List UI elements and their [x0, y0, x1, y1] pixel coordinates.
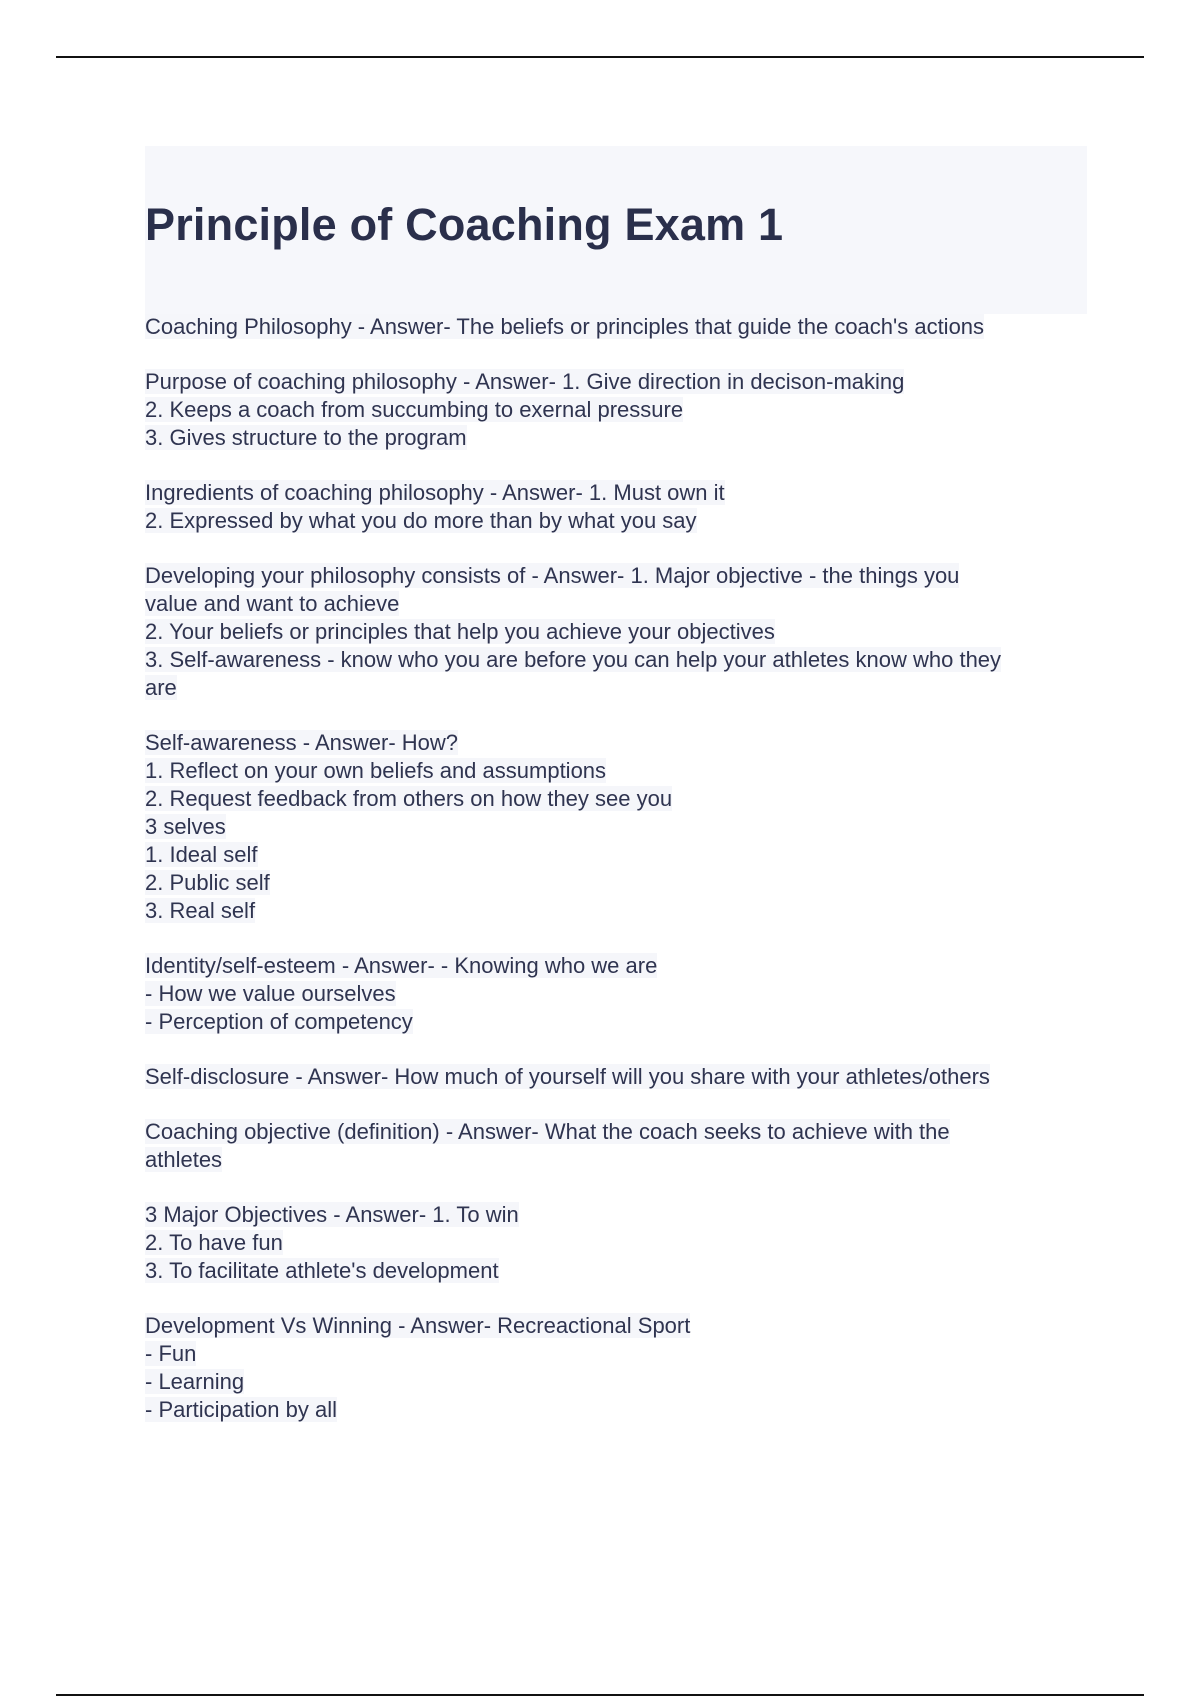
qa-entry [145, 368, 1087, 452]
qa-line: 2. To have fun [145, 1230, 283, 1255]
qa-line: Ingredients of coaching philosophy - Answer- 1. Must own it [145, 480, 725, 505]
qa-line: Development Vs Winning - Answer- Recreactional Sport [145, 1313, 691, 1338]
qa-entry [145, 952, 1087, 1036]
qa-line: Coaching Philosophy - Answer- The beliefs or principles that guide the coach's actions [145, 314, 985, 339]
qa-entry [145, 479, 1087, 535]
qa-line: Self-disclosure - Answer- How much of yourself will you share with your athletes/others [145, 1064, 990, 1089]
qa-line: 1. Ideal self [145, 842, 258, 867]
qa-line: 2. Keeps a coach from succumbing to exernal pressure [145, 397, 684, 422]
qa-line: 2. Expressed by what you do more than by what you say [145, 508, 697, 533]
qa-line: athletes [145, 1147, 223, 1172]
qa-entry [145, 562, 1087, 702]
qa-line: 2. Public self [145, 870, 270, 895]
qa-line: 3. Real self [145, 898, 256, 923]
qa-line: 3 Major Objectives - Answer- 1. To win [145, 1202, 519, 1227]
qa-line: 2. Your beliefs or principles that help you achieve your objectives [145, 619, 775, 644]
qa-line: - Fun [145, 1341, 197, 1366]
qa-entry [145, 1118, 1087, 1174]
page-title: Principle of Coaching Exam 1 [145, 199, 784, 250]
qa-line: - How we value ourselves [145, 981, 396, 1006]
qa-line: 3. To facilitate athlete's development [145, 1258, 499, 1283]
top-rule [56, 56, 1144, 58]
qa-line: Developing your philosophy consists of - Answer- 1. Major objective - the things you [145, 563, 960, 588]
qa-line: Self-awareness - Answer- How? [145, 730, 459, 755]
qa-line: - Learning [145, 1369, 245, 1394]
qa-entry [145, 1063, 1087, 1091]
qa-line: value and want to achieve [145, 591, 400, 616]
qa-line: 3. Self-awareness - know who you are before you can help your athletes know who they [145, 647, 1002, 672]
qa-entry [145, 729, 1087, 925]
document-body [145, 313, 1087, 1451]
qa-line: Purpose of coaching philosophy - Answer- 1. Give direction in decison-making [145, 369, 905, 394]
qa-line: 1. Reflect on your own beliefs and assumptions [145, 758, 607, 783]
qa-entry [145, 313, 1087, 341]
qa-line: 3. Gives structure to the program [145, 425, 467, 450]
qa-entry [145, 1312, 1087, 1424]
qa-line: - Perception of competency [145, 1009, 413, 1034]
bottom-rule [56, 1694, 1144, 1696]
qa-line: Coaching objective (definition) - Answer- What the coach seeks to achieve with the [145, 1119, 950, 1144]
qa-line: 2. Request feedback from others on how they see you [145, 786, 673, 811]
qa-line: - Participation by all [145, 1397, 337, 1422]
qa-line: 3 selves [145, 814, 226, 839]
qa-line: are [145, 675, 177, 700]
qa-line: Identity/self-esteem - Answer- - Knowing who we are [145, 953, 658, 978]
qa-entry [145, 1201, 1087, 1285]
